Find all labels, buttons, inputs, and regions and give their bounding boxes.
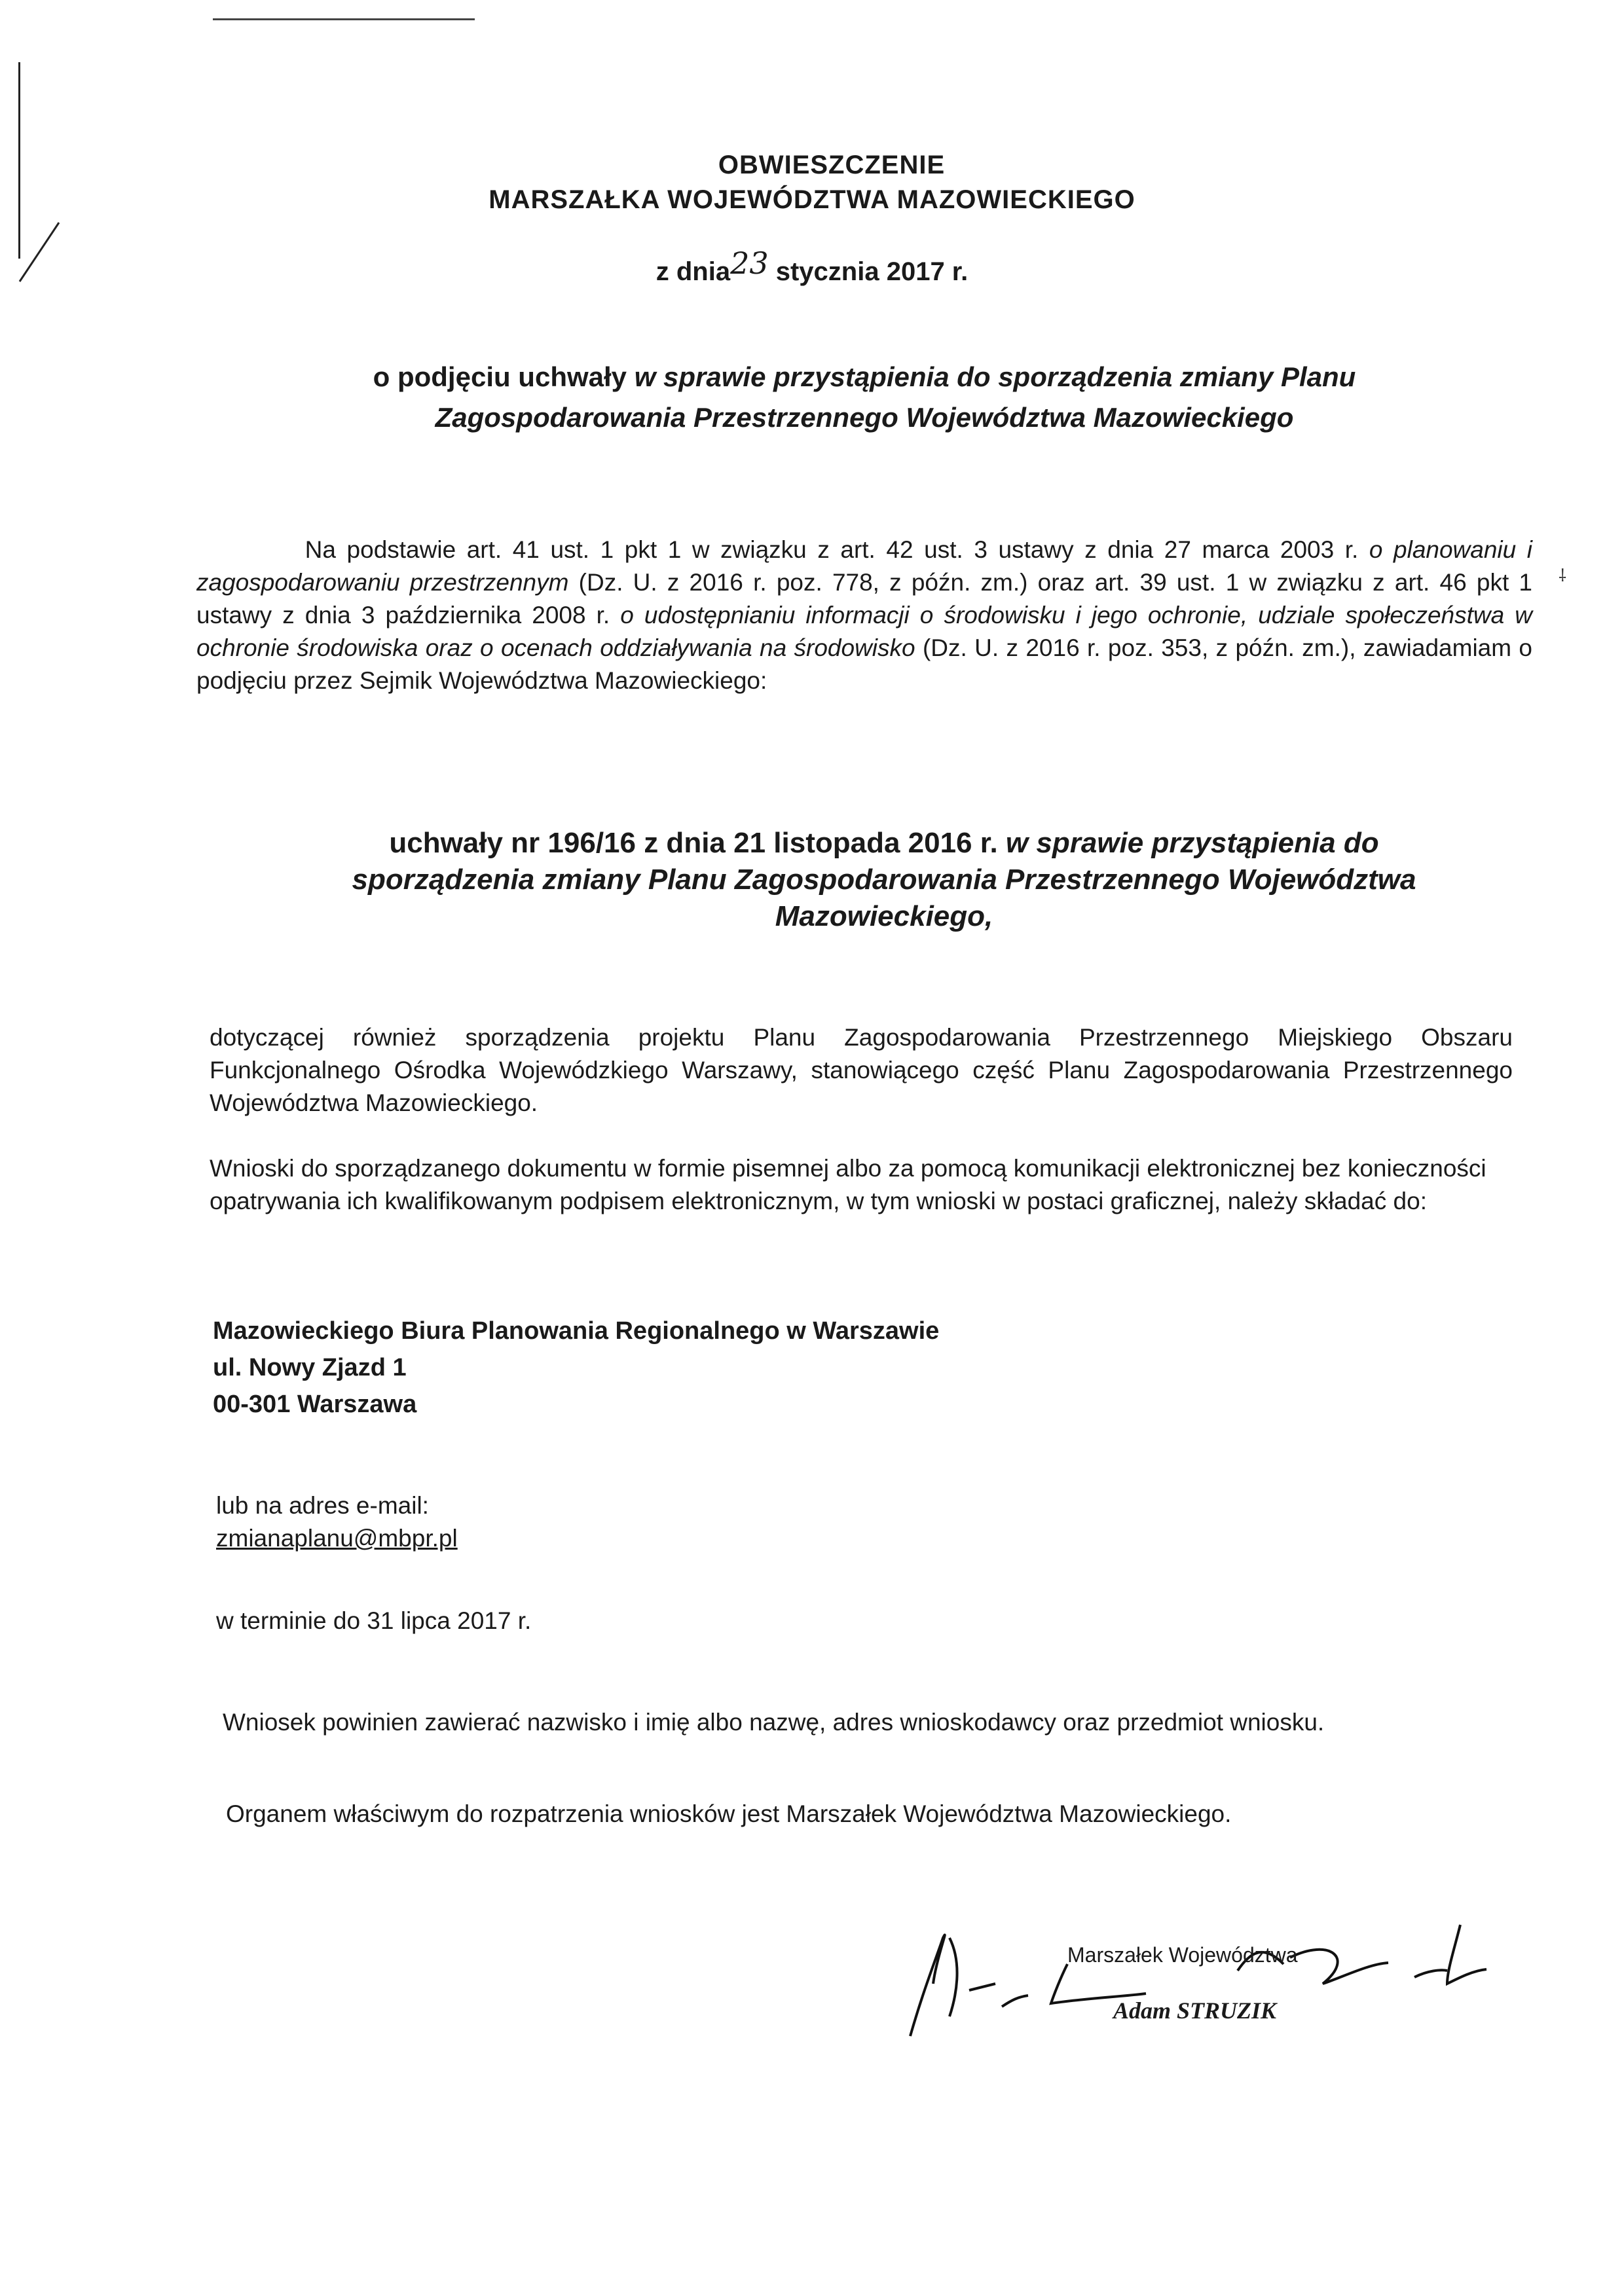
address-line-2: ul. Nowy Zjazd 1 [213,1354,407,1381]
email-intro-text: lub na adres e-mail: [216,1492,429,1519]
signatory-name: Adam STRUZIK [1113,1997,1277,2024]
submission-paragraph: Wnioski do sporządzanego dokumentu w formie pisemnej albo za pomocą komunikacji elektronicznej bez konieczności opatrywania ich kwalifikowanym podpisem elektronicznym, w tym wnioski w postaci graficznej, należy składać do: [210,1155,1486,1214]
legal-basis-act-2: o udostępnianiu informacji o środowisku i jego ochronie, udziale społeczeństwa w ochronie środowiska oraz o ocenach oddziaływania na środowisko [196,602,1532,661]
scope-paragraph: dotyczącej również sporządzenia projektu Planu Zagospodarowania Przestrzennego Miejskiego Obszaru Funkcjonalnego Ośrodka Wojewódzkiego Warszawy, stanowiącego część Planu Zagospodarowania Przestrzennego Województwa Mazowieckiego. [210,1024,1513,1116]
legal-basis-text-3: (Dz. U. z 2016 r. poz. 353, z późn. zm.), zawiadamiam o podjęciu przez Sejmik Województwa Mazowieckiego: [196,634,1532,694]
legal-basis-act-1: o planowaniu i zagospodarowaniu przestrzennym [196,536,1533,596]
signature-block [871,1886,1500,2056]
legal-basis-text-1: Na podstawie art. 41 ust. 1 pkt 1 w związku z art. 42 ust. 3 ustawy z dnia 27 marca 2003 r. [304,536,1369,563]
date-day-handwritten: 23 [730,246,769,281]
handwritten-signature [871,1886,1500,2056]
submission-address [213,1313,939,1423]
resolution-italic: w sprawie przystąpienia do sporządzenia zmiany Planu Zagospodarowania Przestrzennego Województwa Mazowieckiego, [352,827,1416,932]
address-line-3: 00-301 Warszawa [213,1391,417,1418]
document-date [0,246,1624,287]
issuer-title: MARSZAŁKA WOJEWÓDZTWA MAZOWIECKIEGO [489,185,1135,214]
date-prefix: z dnia [655,257,731,286]
deadline-text: w terminie do 31 lipca 2017 r. [216,1607,532,1634]
scan-mark: ⸸ [1559,566,1567,585]
request-contents-text: Wniosek powinien zawierać nazwisko i imię albo nazwę, adres wnioskodawcy oraz przedmiot wniosku. [223,1709,1325,1736]
legal-basis-text-2: (Dz. U. z 2016 r. poz. 778, z późn. zm.) oraz art. 39 ust. 1 w związku z art. 46 pkt 1 ustawy z dnia 3 października 2008 r. [196,569,1532,629]
address-line-1: Mazowieckiego Biura Planowania Regionalnego w Warszawie [213,1317,940,1345]
resolution-title [295,825,1473,935]
subject-italic: w sprawie przystąpienia do sporządzenia zmiany Planu Zagospodarowania Przestrzennego Województwa Mazowieckiego [435,361,1356,433]
scan-artifact-line [213,18,475,20]
resolution-bold: uchwały nr 196/16 z dnia 21 listopada 2016 r. [389,827,1006,859]
announcement-subject [282,357,1447,438]
date-suffix: stycznia 2017 r. [775,257,969,286]
subject-bold: o podjęciu uchwały [373,361,635,392]
legal-basis-paragraph [196,534,1532,697]
signatory-title: Marszałek Województwa [1067,1943,1298,1967]
authority-text: Organem właściwym do rozpatrzenia wniosków jest Marszałek Województwa Mazowieckiego. [226,1800,1232,1827]
email-link[interactable]: zmianaplanu@mbpr.pl [216,1525,458,1552]
email-block [216,1489,458,1555]
document-title: OBWIESZCZENIE [718,151,946,179]
announcement-header [0,151,1624,215]
